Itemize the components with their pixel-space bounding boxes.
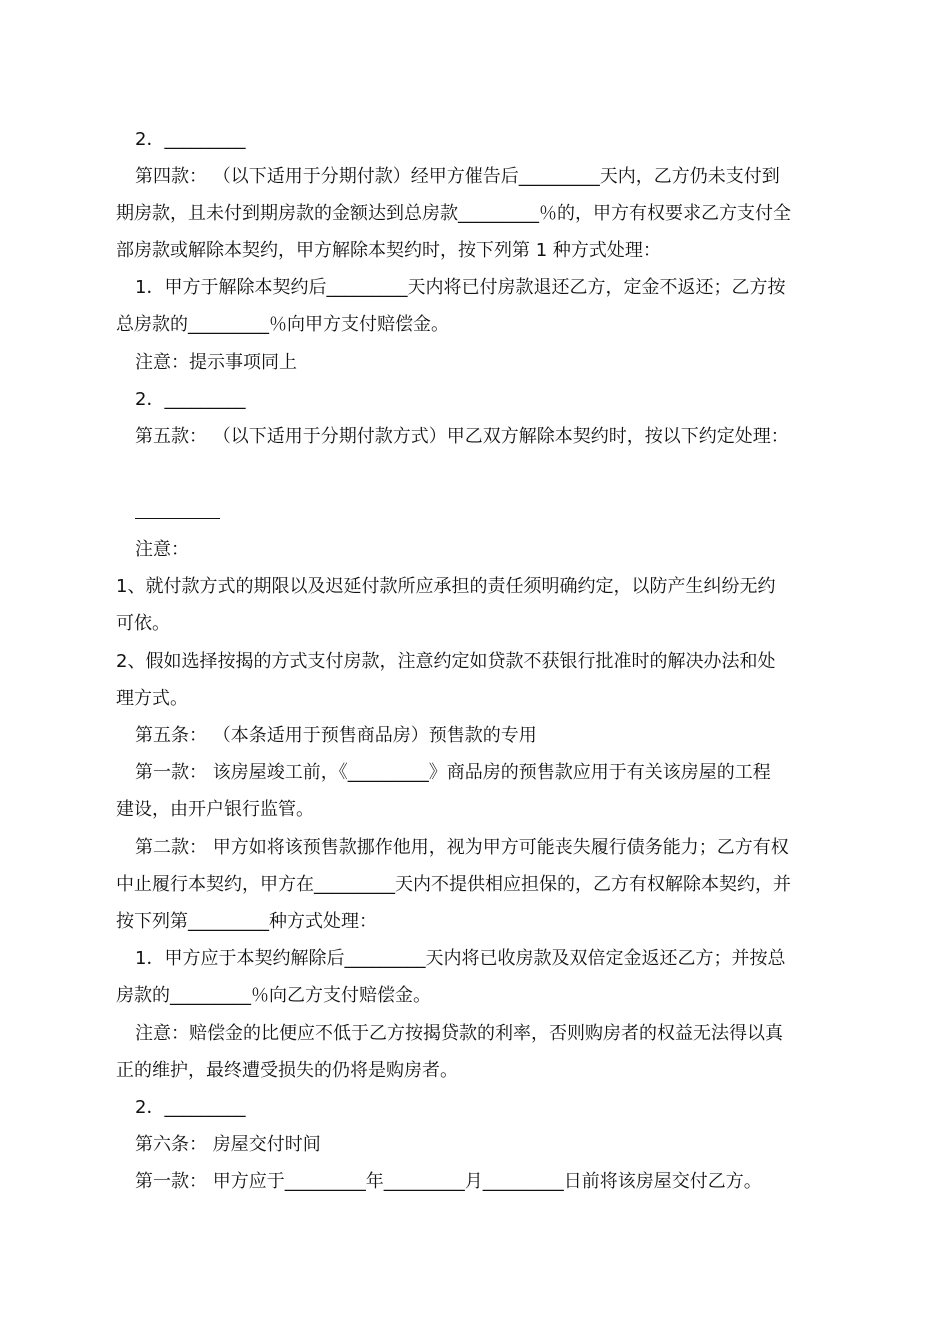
text-line: 第一款： 甲方应于_________年_________月_________日前将该房屋交付乙方。 — [135, 1171, 762, 1192]
section-heading: 第六条： 房屋交付时间 — [135, 1134, 321, 1155]
text-line: 2、假如选择按揭的方式支付房款，注意约定如贷款不获银行批准时的解决办法和处 — [116, 651, 776, 672]
text-line: 注意：赔偿金的比便应不低于乙方按揭贷款的利率，否则购房者的权益无法得以真 — [135, 1023, 783, 1044]
text-line: 1．甲方应于本契约解除后_________天内将已收房款及双倍定金返还乙方；并按总 — [135, 948, 786, 969]
text-line: 2．_________ — [135, 1097, 246, 1118]
text-line: 第一款： 该房屋竣工前，《_________》商品房的预售款应用于有关该房屋的工程 — [135, 762, 771, 783]
text-line: 可依。 — [116, 613, 170, 634]
text-line: 1．甲方于解除本契约后_________天内将已付房款退还乙方，定金不返还；乙方按 — [135, 277, 786, 298]
text-line: 第四款： （以下适用于分期付款）经甲方催告后_________天内，乙方仍未支付到 — [135, 166, 780, 187]
text-line: 中止履行本契约，甲方在_________天内不提供相应担保的，乙方有权解除本契约，并 — [116, 874, 791, 895]
text-line: 期房款，且未付到期房款的金额达到总房款_________％的，甲方有权要求乙方支付全 — [116, 203, 791, 224]
fill-in-blank — [135, 518, 220, 519]
text-line: 建设，由开户银行监管。 — [116, 799, 314, 820]
text-line: 房款的_________％向乙方支付赔偿金。 — [116, 985, 431, 1006]
text-line: 理方式。 — [116, 688, 188, 709]
text-line: 注意： — [135, 539, 189, 560]
text-line: 注意：提示事项同上 — [135, 352, 297, 373]
text-line: 按下列第_________种方式处理： — [116, 911, 377, 932]
text-line: 第五款： （以下适用于分期付款方式）甲乙双方解除本契约时，按以下约定处理： — [135, 426, 789, 447]
text-line: 正的维护，最终遭受损失的仍将是购房者。 — [116, 1060, 458, 1081]
text-line: 第二款： 甲方如将该预售款挪作他用，视为甲方可能丧失履行债务能力；乙方有权 — [135, 837, 789, 858]
text-line: 2．_________ — [135, 129, 246, 150]
text-line: 总房款的_________％向甲方支付赔偿金。 — [116, 314, 449, 335]
text-line: 1、就付款方式的期限以及迟延付款所应承担的责任须明确约定，以防产生纠纷无约 — [116, 576, 776, 597]
text-line: 2．_________ — [135, 389, 246, 410]
section-heading: 第五条： （本条适用于预售商品房）预售款的专用 — [135, 725, 537, 746]
text-line: 部房款或解除本契约，甲方解除本契约时，按下列第 1 种方式处理： — [116, 240, 661, 261]
